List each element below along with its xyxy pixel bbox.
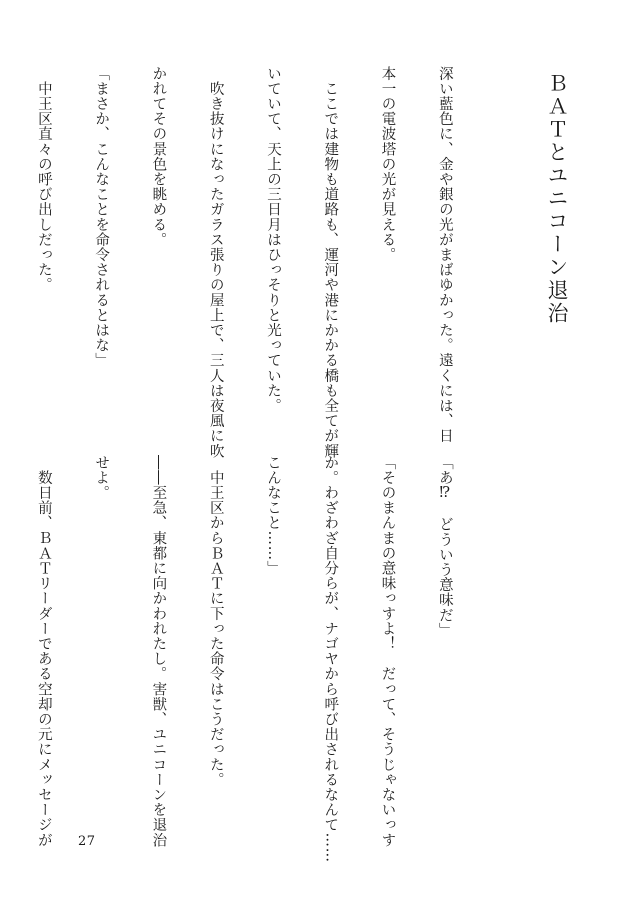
page-number: 27 xyxy=(78,834,96,849)
text-line: せよ。 xyxy=(93,455,110,501)
chapter-title: ＢＡＴとユニコーン退治 xyxy=(545,72,569,325)
text-line: 「まさか、こんなことを命令されるとはな」 xyxy=(93,66,110,368)
text-line: こんなこと……」 xyxy=(264,455,281,576)
text-line: 中王区からＢＡＴに下った命令はこうだった。 xyxy=(207,455,224,788)
text-line: 数日前、ＢＡＴリーダーである空却の元にメッセージが xyxy=(35,455,52,848)
text-line: か。わざわざ自分らが、ナゴヤから呼び出されるなんて…… xyxy=(322,455,339,863)
text-line: ――至急、東都に向かわれたし。害獣、ユニコーンを退治 xyxy=(150,455,167,848)
text-line: 「そのまんまの意味っすよ！ だって、そうじゃないっす xyxy=(379,455,396,848)
text-line: 「あ⁉ どういう意味だ」 xyxy=(436,455,453,638)
text-line: 本一の電波塔の光が見える。 xyxy=(379,66,396,263)
text-line: 深い藍色に、金や銀の光がまばゆかった。遠くには、日 xyxy=(436,66,453,444)
text-line: いていて、天上の三日月はひっそりと光っていた。 xyxy=(264,66,281,414)
text-line: かれてその景色を眺める。 xyxy=(150,66,167,248)
text-block-upper xyxy=(35,66,492,459)
text-line: 吹き抜けになったガラス張りの屋上で、三人は夜風に吹 xyxy=(207,66,224,459)
text-line: ここでは建物も道路も、運河や港にかかる橋も全てが輝 xyxy=(322,66,339,459)
text-line: 中王区直々の呼び出しだった。 xyxy=(35,66,52,293)
